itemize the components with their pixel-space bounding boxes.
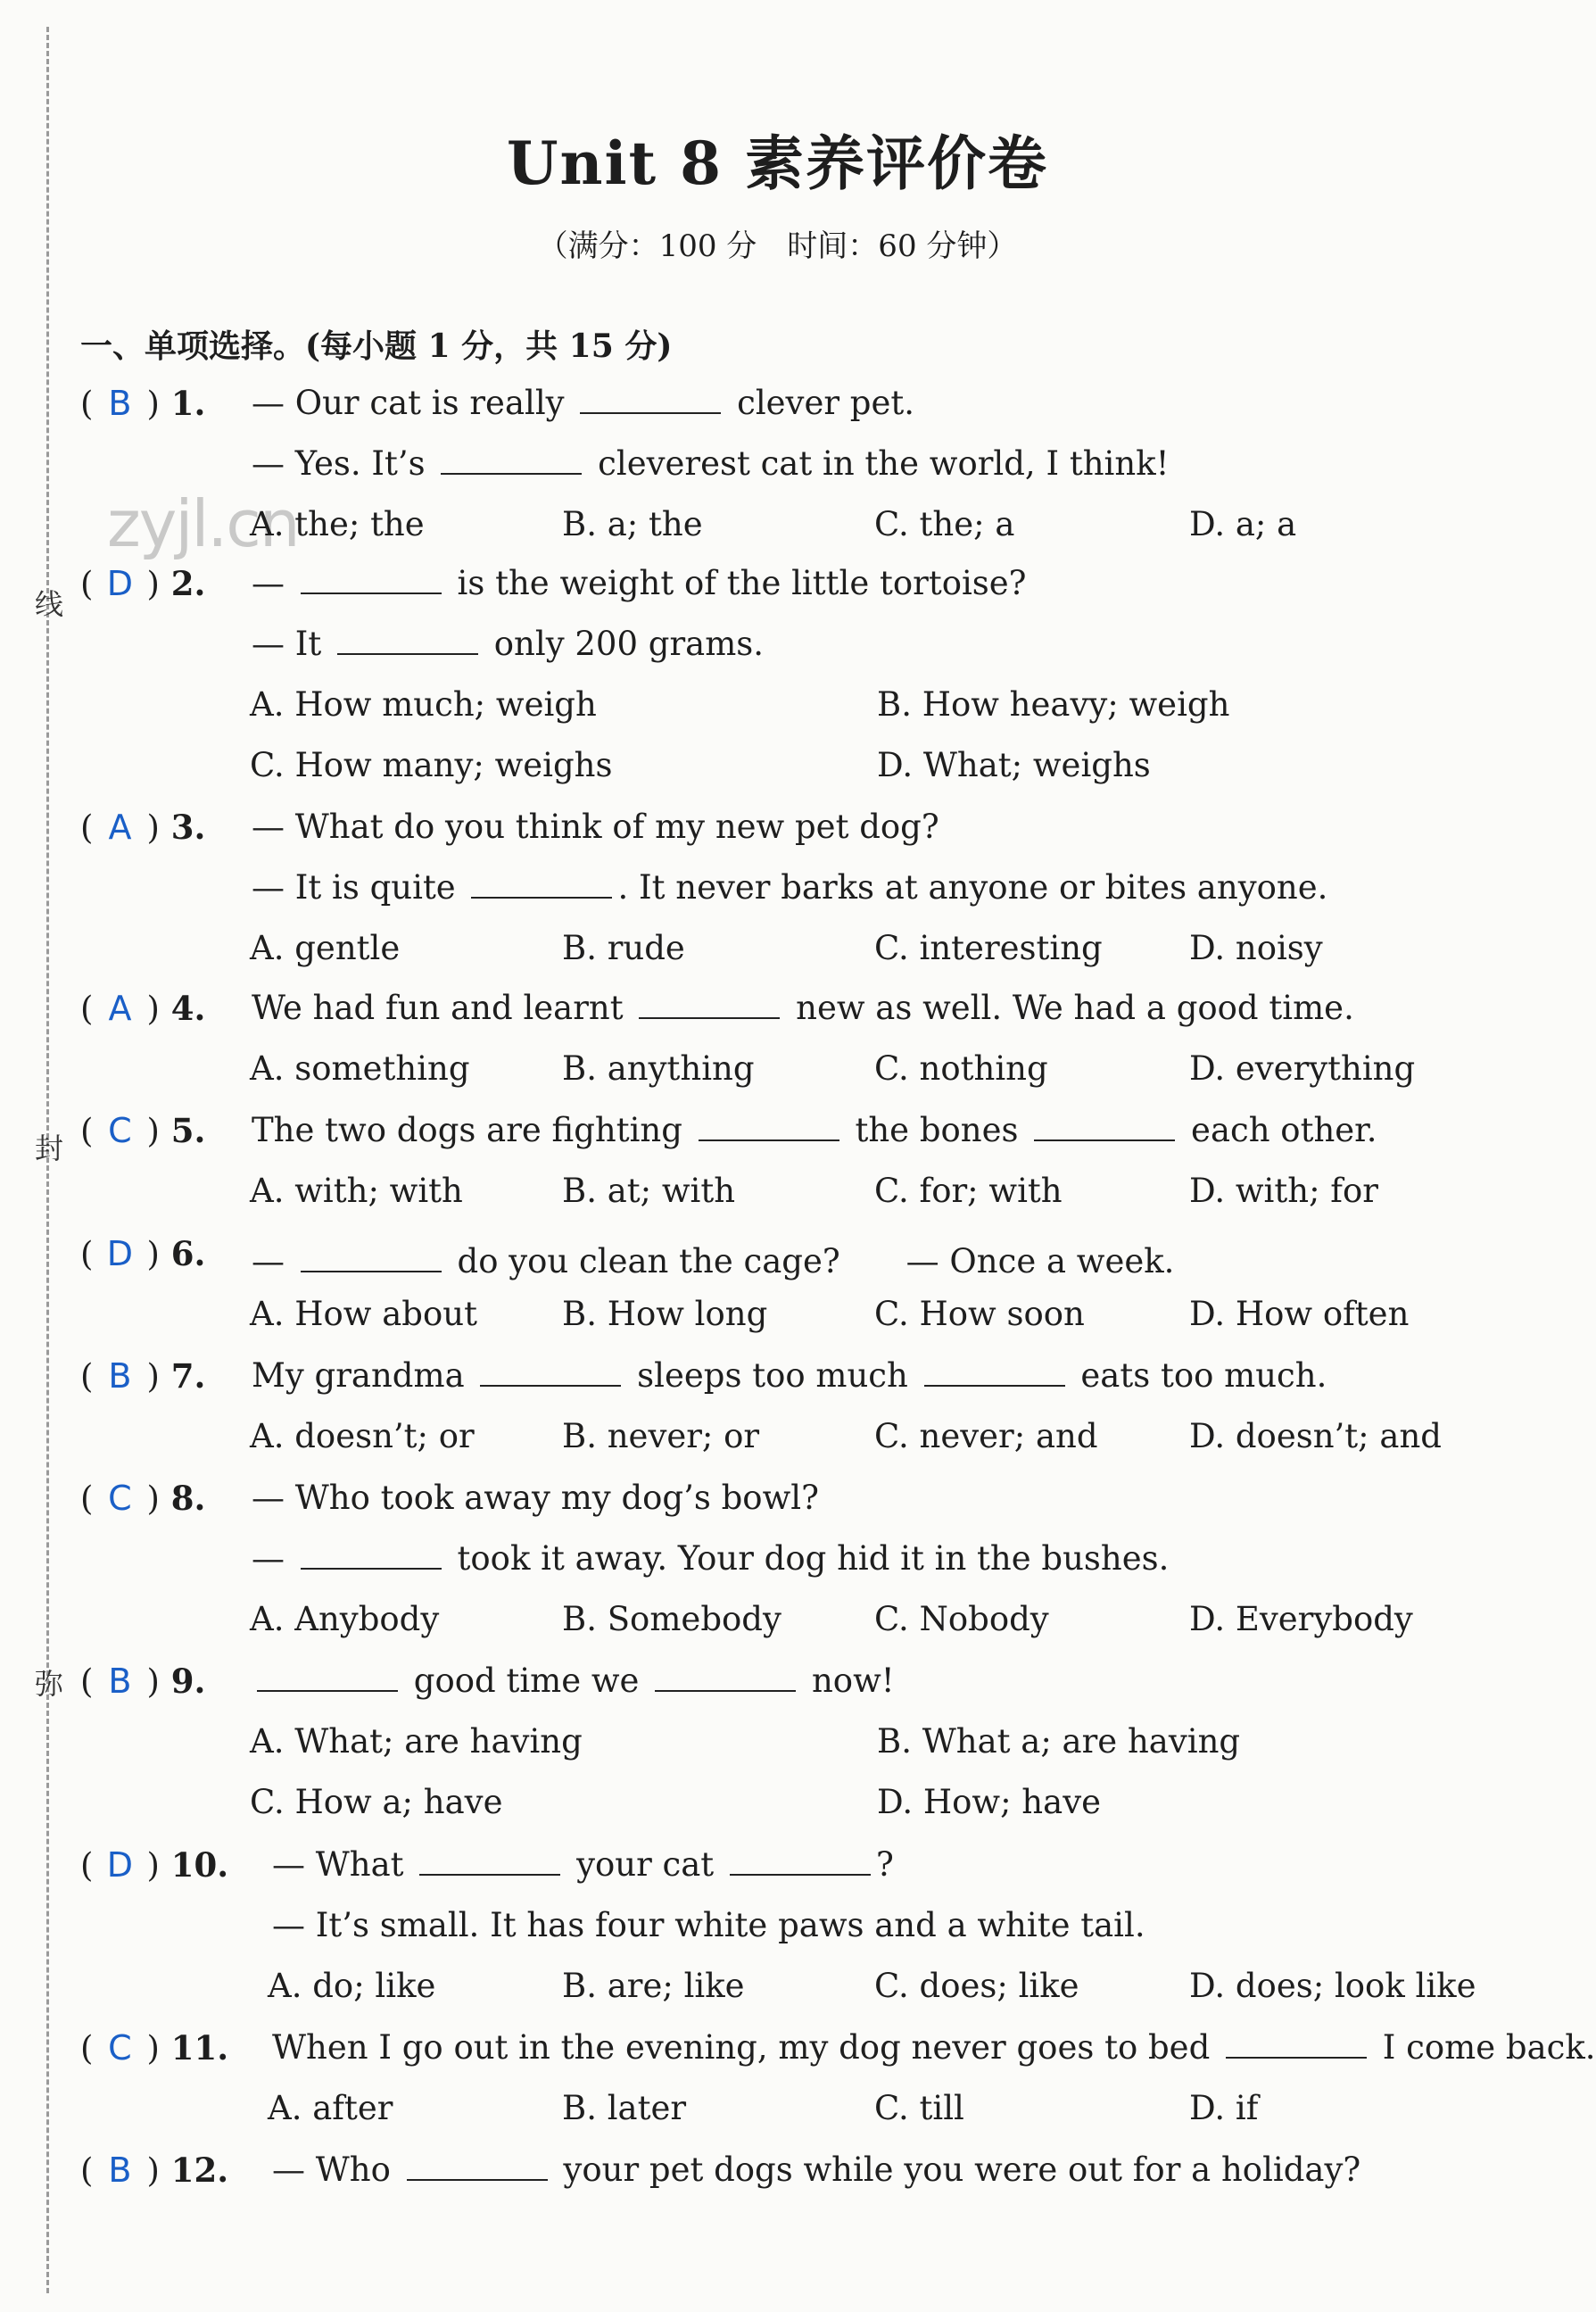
answer-blank[interactable] <box>337 626 478 655</box>
answer-letter: C <box>108 1479 132 1518</box>
option-b[interactable]: B. are; like <box>562 1967 745 2005</box>
option-c[interactable]: C. the; a <box>874 505 1015 543</box>
option-c[interactable]: C. How soon <box>874 1295 1085 1333</box>
answer-letter: C <box>108 1111 132 1150</box>
answer-blank[interactable] <box>301 1244 442 1272</box>
stem-text: My grandma <box>252 1356 475 1395</box>
stem-text: is the weight of the little tortoise? <box>446 564 1027 602</box>
option-a[interactable]: A. after <box>268 2089 393 2127</box>
option-b[interactable]: B. anything <box>562 1049 755 1088</box>
stem-text: took it away. Your dog hid it in the bushes. <box>446 1539 1170 1578</box>
stem-text: good time we <box>403 1661 650 1700</box>
side-char-xian: 线 <box>30 589 64 617</box>
stem-text: When I go out in the evening, my dog never goes to bed <box>272 2028 1221 2067</box>
option-b[interactable]: B. How long <box>562 1295 768 1333</box>
option-d[interactable]: D. everything <box>1189 1049 1416 1088</box>
side-char-feng: 封 <box>30 1133 64 1162</box>
stem-text: cleverest cat in the world, I think! <box>587 444 1170 483</box>
option-a[interactable]: A. gentle <box>250 929 401 967</box>
answer-blank[interactable] <box>1034 1113 1175 1141</box>
question-number: 2. <box>159 564 206 603</box>
stem-text: ? <box>875 1845 894 1884</box>
stem-text: — What do you think of my new pet dog? <box>252 808 939 846</box>
option-b[interactable]: B. a; the <box>562 505 703 543</box>
stem-text: — <box>252 1539 295 1578</box>
stem-text: your cat <box>566 1845 724 1884</box>
stem-text: — It <box>252 625 333 663</box>
question-stem-line <box>272 2028 1596 2067</box>
question-stem-line <box>252 444 1169 483</box>
answer-blank[interactable] <box>407 2152 548 2181</box>
option-a[interactable]: A. with; with <box>250 1172 463 1210</box>
question-number: 11. <box>159 2028 229 2068</box>
stem-text: — Who <box>272 2150 401 2189</box>
question-number: 4. <box>159 989 206 1028</box>
answer-bracket: ( D ) 10. <box>80 1845 229 1885</box>
answer-bracket: ( C ) 5. <box>80 1111 206 1150</box>
stem-text: — It’s small. It has four white paws and a white tail. <box>272 1906 1145 1944</box>
answer-bracket: ( D ) 2. <box>80 564 206 603</box>
option-c[interactable]: C. does; like <box>874 1967 1079 2005</box>
option-a[interactable]: A. Anybody <box>250 1600 440 1638</box>
answer-blank[interactable] <box>580 385 721 414</box>
question-number: 1. <box>159 384 206 423</box>
answer-blank[interactable] <box>1226 2030 1367 2059</box>
option-a[interactable]: A. How much; weigh <box>250 685 597 724</box>
option-d[interactable]: D. doesn’t; and <box>1189 1417 1442 1455</box>
question-stem-line <box>252 808 939 846</box>
stem-text: each other. <box>1180 1111 1377 1149</box>
stem-text: the bones <box>844 1111 1030 1149</box>
question-stem-line <box>272 2150 1360 2189</box>
option-c[interactable]: C. never; and <box>874 1417 1098 1455</box>
option-c[interactable]: C. interesting <box>874 929 1103 967</box>
question-stem-line <box>272 1906 1145 1944</box>
answer-letter: B <box>108 384 132 423</box>
stem-text: now! <box>801 1661 895 1700</box>
stem-text: new as well. We had a good time. <box>785 989 1354 1027</box>
answer-blank[interactable] <box>441 446 582 475</box>
section-heading: 一、单项选择。(每小题 1 分，共 15 分) <box>80 327 673 365</box>
question-stem-line <box>252 868 1327 907</box>
option-c[interactable]: C. till <box>874 2089 964 2127</box>
answer-letter: B <box>108 2150 132 2190</box>
watermark: zyjl.cn <box>107 486 299 561</box>
option-d[interactable]: D. does; look like <box>1189 1967 1476 2005</box>
option-a[interactable]: A. the; the <box>250 505 425 543</box>
question-stem-line <box>252 1356 1327 1395</box>
option-b[interactable]: B. What a; are having <box>877 1722 1241 1761</box>
option-c[interactable]: C. Nobody <box>874 1600 1049 1638</box>
answer-bracket: ( B ) 1. <box>80 384 206 423</box>
answer-letter: D <box>106 1845 134 1885</box>
stem-text: your pet dogs while you were out for a holiday? <box>552 2150 1361 2189</box>
answer-blank[interactable] <box>699 1113 839 1141</box>
option-a[interactable]: A. do; like <box>268 1967 436 2005</box>
answer-letter: B <box>108 1661 132 1701</box>
stem-text: clever pet. <box>726 384 915 422</box>
answer-letter: C <box>108 2028 132 2068</box>
option-b[interactable]: B. rude <box>562 929 685 967</box>
stem-text: — Yes. It’s <box>252 444 436 483</box>
stem-text: — Who took away my dog’s bowl? <box>252 1479 819 1517</box>
answer-blank[interactable] <box>639 990 780 1019</box>
option-a[interactable]: A. How about <box>250 1295 477 1333</box>
question-stem-line <box>252 625 764 663</box>
option-b[interactable]: B. Somebody <box>562 1600 781 1638</box>
stem-text: I come back. <box>1372 2028 1596 2067</box>
stem-text: — <box>252 1242 295 1280</box>
option-c[interactable]: C. nothing <box>874 1049 1048 1088</box>
option-d[interactable]: D. if <box>1189 2089 1259 2127</box>
option-a[interactable]: A. What; are having <box>250 1722 583 1761</box>
question-number: 5. <box>159 1111 206 1150</box>
stem-text: do you clean the cage? — Once a week. <box>446 1242 1175 1280</box>
option-d[interactable]: D. Everybody <box>1189 1600 1413 1638</box>
answer-bracket: ( A ) 4. <box>80 989 206 1028</box>
answer-blank[interactable] <box>257 1663 398 1692</box>
option-d[interactable]: D. How; have <box>877 1783 1101 1821</box>
stem-text: eats too much. <box>1070 1356 1327 1395</box>
option-b[interactable]: B. never; or <box>562 1417 760 1455</box>
option-d[interactable]: D. How often <box>1189 1295 1410 1333</box>
answer-bracket: ( C ) 8. <box>80 1479 206 1518</box>
answer-blank[interactable] <box>924 1358 1065 1387</box>
question-stem-line <box>272 1845 894 1884</box>
option-b[interactable]: B. How heavy; weigh <box>877 685 1230 724</box>
stem-text: — <box>252 564 295 602</box>
question-stem-line <box>252 989 1354 1027</box>
option-a[interactable]: A. doesn’t; or <box>250 1417 475 1455</box>
question-stem-line <box>252 1479 819 1517</box>
answer-blank[interactable] <box>419 1847 560 1876</box>
question-number: 9. <box>159 1661 206 1701</box>
stem-text: sleeps too much <box>626 1356 919 1395</box>
answer-letter: A <box>108 989 132 1028</box>
option-b[interactable]: B. later <box>562 2089 687 2127</box>
question-number: 6. <box>159 1234 206 1273</box>
side-char-mi: 弥 <box>30 1669 64 1697</box>
answer-letter: A <box>108 808 132 847</box>
page-title: Unit 8 素养评价卷 <box>507 128 1048 198</box>
stem-text: — It is quite <box>252 868 467 907</box>
option-a[interactable]: A. something <box>250 1049 470 1088</box>
answer-blank[interactable] <box>301 1541 442 1570</box>
answer-letter: D <box>106 1234 134 1273</box>
answer-blank[interactable] <box>730 1847 871 1876</box>
stem-text: The two dogs are fighting <box>252 1111 693 1149</box>
question-stem-line <box>252 1661 895 1700</box>
question-stem-line <box>252 564 1027 602</box>
question-stem-line <box>252 1234 1174 1282</box>
option-c[interactable]: C. How many; weighs <box>250 746 613 784</box>
answer-bracket: ( C ) 11. <box>80 2028 229 2068</box>
question-number: 12. <box>159 2150 229 2190</box>
answer-blank[interactable] <box>655 1663 796 1692</box>
answer-bracket: ( D ) 6. <box>80 1234 206 1273</box>
stem-text: — Our cat is really <box>252 384 575 422</box>
option-b[interactable]: B. at; with <box>562 1172 736 1210</box>
stem-text: . It never barks at anyone or bites anyone. <box>617 868 1328 907</box>
option-d[interactable]: D. with; for <box>1189 1172 1378 1210</box>
answer-bracket: ( A ) 3. <box>80 808 206 847</box>
question-stem-line <box>252 1539 1169 1578</box>
page-subtitle: （满分：100 分 时间：60 分钟） <box>537 228 1018 264</box>
question-stem-line <box>252 1111 1377 1149</box>
stem-text: — What <box>272 1845 415 1884</box>
answer-bracket: ( B ) 9. <box>80 1661 206 1701</box>
option-c[interactable]: C. for; with <box>874 1172 1063 1210</box>
answer-bracket: ( B ) 7. <box>80 1356 206 1396</box>
stem-text: only 200 grams. <box>484 625 765 663</box>
option-d[interactable]: D. noisy <box>1189 929 1323 967</box>
question-number: 7. <box>159 1356 206 1396</box>
answer-blank[interactable] <box>480 1358 621 1387</box>
answer-letter: B <box>108 1356 132 1396</box>
option-d[interactable]: D. a; a <box>1189 505 1297 543</box>
option-c[interactable]: C. How a; have <box>250 1783 503 1821</box>
question-number: 3. <box>159 808 206 847</box>
question-stem-line <box>252 384 914 422</box>
answer-bracket: ( B ) 12. <box>80 2150 229 2190</box>
option-d[interactable]: D. What; weighs <box>877 746 1151 784</box>
answer-letter: D <box>106 564 134 603</box>
question-number: 10. <box>159 1845 229 1885</box>
answer-blank[interactable] <box>301 566 442 594</box>
answer-blank[interactable] <box>471 870 612 899</box>
question-number: 8. <box>159 1479 206 1518</box>
stem-text: We had fun and learnt <box>252 989 634 1027</box>
